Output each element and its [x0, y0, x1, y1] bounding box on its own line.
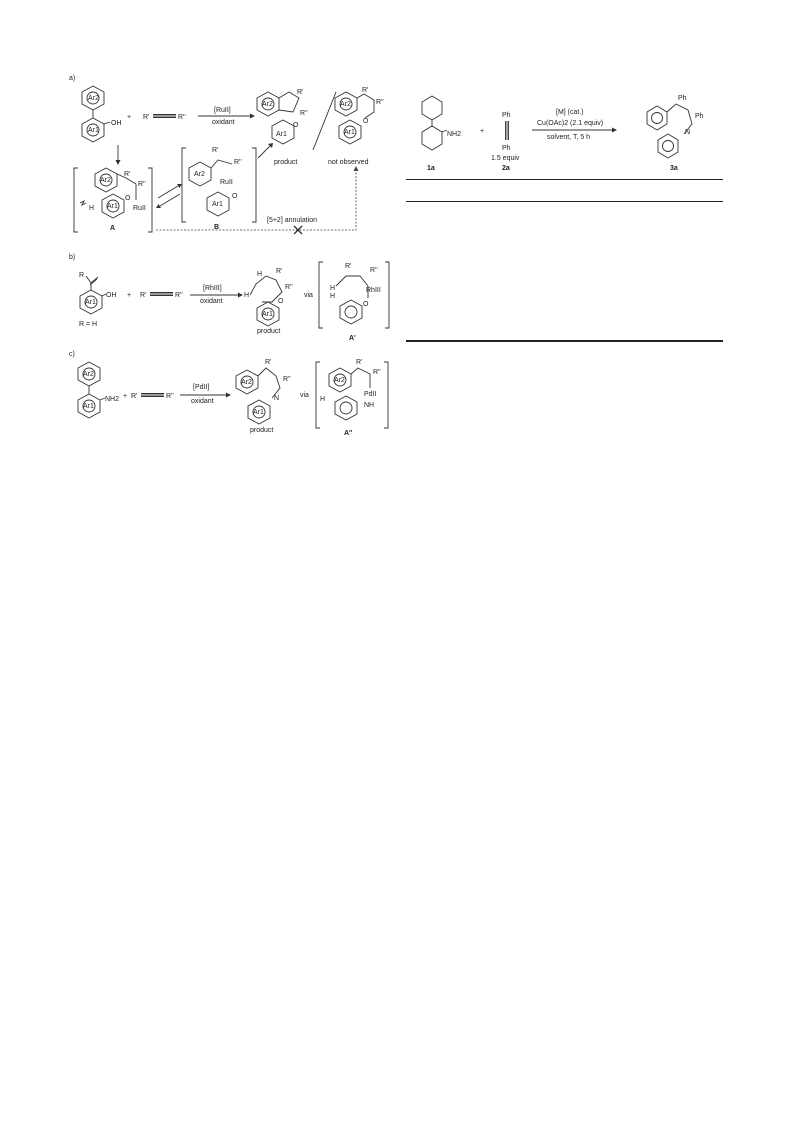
panel-b-alkyne-left: R'	[140, 292, 147, 299]
panel-c-alkyne	[131, 393, 174, 400]
panel-a-intermediate-b	[182, 147, 256, 231]
table-2a-label: 2a	[502, 165, 510, 172]
table-1a-label: 1a	[427, 165, 435, 172]
table-product-3a	[647, 95, 704, 172]
panel-a-slash	[313, 92, 336, 150]
panel-a-no-ar1: Ar1	[344, 129, 355, 136]
panel-a-a-ru: RuII	[133, 205, 146, 212]
panel-b-int-rdouble: R''	[370, 267, 378, 274]
panel-a-a-rdouble: R''	[138, 181, 146, 188]
panel-a-b-rprime: R'	[212, 147, 219, 154]
panel-a-alkyne-right: R''	[178, 114, 186, 121]
panel-c-int-label: A''	[344, 430, 353, 437]
panel-b-oh: OH	[106, 292, 117, 299]
panel-a-no-o: O	[363, 118, 369, 125]
panel-a-a-ar2: Ar2	[100, 177, 111, 184]
panel-a-b-ru: RuII	[220, 179, 233, 186]
panel-b-product	[244, 268, 293, 335]
panel-c-int-nh: NH	[364, 402, 375, 409]
panel-c-arrow	[180, 384, 231, 405]
panel-b-product-h: H	[244, 292, 250, 299]
panel-c-product-rprime: R'	[265, 359, 272, 366]
panel-c-product-n: N	[274, 395, 280, 402]
panel-b-product-label: product	[257, 328, 281, 335]
panel-a-b-rdouble: R''	[234, 159, 242, 166]
panel-c-label: c)	[69, 351, 75, 358]
panel-b-int-rh: RhIII	[366, 287, 381, 294]
panel-a-equilibrium	[156, 184, 182, 208]
table-reactant-2a	[491, 112, 520, 172]
panel-b-int-rprime: R'	[345, 263, 352, 270]
table-cond-line3: solvent, T, 5 h	[547, 134, 591, 141]
panel-b-arrow	[190, 285, 243, 305]
panel-b-int-h2: H	[330, 293, 336, 300]
table-2a-ph-bottom: Ph	[502, 145, 511, 152]
table-1a-nh2: NH2	[447, 131, 462, 138]
table-3a-n: N	[685, 129, 691, 136]
table-cond-line1: [M] (cat.)	[556, 109, 584, 116]
panel-c-int-h: H	[320, 396, 326, 403]
panel-a-intermediate-a	[74, 168, 152, 232]
panel-a-ar2: Ar2	[88, 95, 99, 102]
table-header-rule	[406, 201, 723, 202]
panel-c-product	[236, 359, 291, 434]
panel-a-product-rprime: R'	[297, 89, 304, 96]
panel-a-product	[257, 89, 308, 166]
table-3a-label: 3a	[670, 165, 678, 172]
panel-b-alkyne	[140, 292, 183, 299]
panel-b-product-ar1: Ar1	[262, 311, 273, 318]
panel-a-b-ar2: Ar2	[194, 171, 205, 178]
table-plus: +	[480, 128, 485, 135]
panel-b-product-o: O	[278, 298, 284, 305]
panel-c-alkyne-right: R''	[166, 393, 174, 400]
panel-a-annulation-path	[156, 166, 359, 234]
panel-c-int-pd: PdII	[364, 391, 377, 398]
panel-a-not-observed	[328, 87, 384, 166]
panel-c-reactant	[78, 362, 119, 418]
panel-a-b-label: B	[214, 224, 220, 231]
panel-b-product-rprime: R'	[276, 268, 283, 275]
table-cond-line2: Cu(OAc)2 (2.1 equiv)	[537, 120, 604, 127]
panel-c-nh2: NH2	[105, 396, 120, 403]
panel-a-a-ar1: Ar1	[107, 203, 118, 210]
panel-a-oh: OH	[111, 120, 122, 127]
table-top-rule	[406, 179, 723, 180]
table-reactant-1a	[422, 96, 461, 172]
panel-a-alkyne	[143, 114, 186, 121]
panel-c-product-ar2: Ar2	[241, 379, 252, 386]
panel-c-plus: +	[123, 393, 128, 400]
panel-a-b-to-product	[258, 146, 270, 158]
panel-a-not-observed-label: not observed	[328, 159, 369, 166]
panel-a-no-rdouble: R''	[376, 99, 384, 106]
panel-c-int-rprime: R'	[356, 359, 363, 366]
panel-a-label: a)	[69, 75, 76, 82]
panel-a-product-ar2: Ar2	[262, 101, 273, 108]
panel-a-annulation: [5+2] annulation	[267, 217, 318, 224]
panel-a-oxidant: oxidant	[212, 119, 235, 126]
panel-c-int-rdouble: R''	[373, 369, 381, 376]
panel-a-no-rprime: R'	[362, 87, 369, 94]
panel-a-a-h: H	[89, 205, 95, 212]
panel-b-int-h1: H	[330, 285, 336, 292]
panel-a-b-o: O	[232, 193, 238, 200]
panel-a-ar1: Ar1	[88, 127, 99, 134]
panel-b-oxidant: oxidant	[200, 298, 223, 305]
panel-c-ar1: Ar1	[83, 403, 94, 410]
panel-a-b-ar1: Ar1	[212, 201, 223, 208]
panel-c-ar2: Ar2	[83, 371, 94, 378]
panel-a-product-rdouble: R''	[300, 110, 308, 117]
panel-a-reactant	[82, 86, 122, 142]
table-2a-equiv: 1.5 equiv	[491, 155, 520, 162]
panel-a-arrow	[198, 107, 255, 126]
table-bottom-rule	[406, 340, 723, 342]
panel-a-product-o: O	[293, 122, 299, 129]
panel-b-reactant	[79, 272, 117, 328]
panel-b-int-label: A'	[349, 335, 356, 342]
panel-b-intermediate	[319, 262, 389, 342]
panel-c-intermediate	[316, 359, 388, 437]
panel-a-alkyne-left: R'	[143, 114, 150, 121]
panel-c-catalyst: [PdII]	[193, 384, 210, 391]
panel-a-catalyst: [RuII]	[214, 107, 231, 114]
panel-b-product-h2: H	[257, 271, 263, 278]
panel-b-int-o: O	[363, 301, 369, 308]
panel-b-plus: +	[127, 292, 132, 299]
panel-c-int-ar2: Ar2	[334, 377, 345, 384]
panel-b-r: R	[79, 272, 85, 279]
panel-c-product-ar1: Ar1	[253, 409, 264, 416]
table-3a-ph-a: Ph	[678, 95, 687, 102]
table-3a-ph-b: Ph	[695, 113, 704, 120]
panel-b-alkyne-right: R''	[175, 292, 183, 299]
table-conditions-arrow	[532, 109, 617, 141]
panel-b-product-rdouble: R''	[285, 284, 293, 291]
panel-a-product-ar1: Ar1	[276, 131, 287, 138]
panel-b-ar1: Ar1	[85, 299, 96, 306]
table-2a-ph-top: Ph	[502, 112, 511, 119]
panel-c-product-rdouble: R''	[283, 376, 291, 383]
panel-a-a-rprime: R'	[124, 171, 131, 178]
panel-a-no-ar2: Ar2	[340, 101, 351, 108]
panel-b-label: b)	[69, 254, 76, 261]
panel-b-catalyst: [RhIII]	[203, 285, 222, 292]
panel-c-via: via	[300, 392, 309, 399]
panel-b-via: via	[304, 292, 313, 299]
panel-a-a-label: A	[110, 225, 116, 232]
panel-a-a-o: O	[125, 195, 131, 202]
panel-c-product-label: product	[250, 427, 274, 434]
panel-a-product-label: product	[274, 159, 298, 166]
panel-b-r-eq-h: R = H	[79, 321, 98, 328]
panel-c-oxidant: oxidant	[191, 398, 214, 405]
panel-c-alkyne-left: R'	[131, 393, 138, 400]
panel-a-plus: +	[127, 114, 132, 121]
